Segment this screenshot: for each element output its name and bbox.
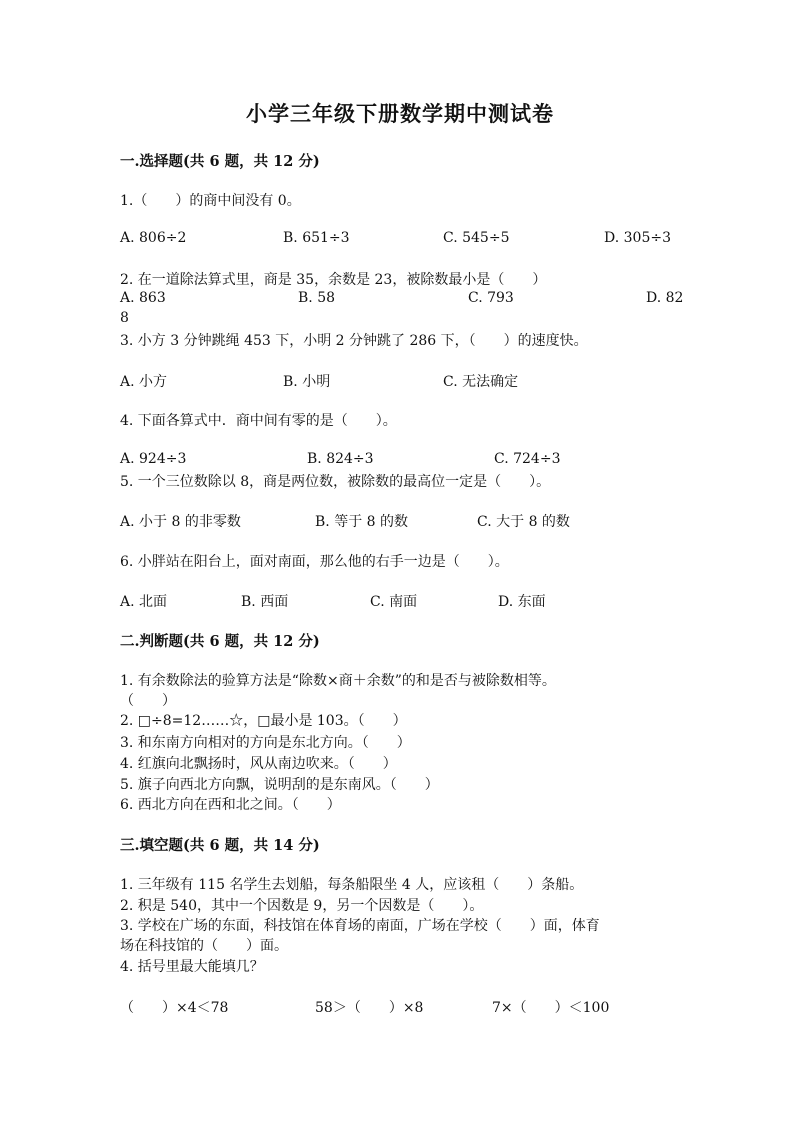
fill-item-2: 58＞（ ）×8 [315,1000,424,1016]
choice-2-option-d: D. 82 [646,290,684,306]
fill-question-4: 4. 括号里最大能填几？ [120,959,264,975]
judge-question-5: 5. 旗子向西北方向飘，说明刮的是东南风。（ ） [120,777,439,793]
judge-question-2: 2. □÷8=12……☆，□最小是 103。（ ） [120,713,407,729]
section-heading-judge: 二.判断题(共 6 题，共 12 分) [120,633,320,650]
choice-2-option-b: B. 58 [298,290,336,306]
fill-question-2: 2. 积是 540，其中一个因数是 9，另一个因数是（ ）。 [120,898,484,914]
fill-question-3-cont: 场在科技馆的（ ）面。 [120,938,288,954]
choice-6-option-d: D. 东面 [498,594,546,610]
fill-question-1: 1. 三年级有 115 名学生去划船，每条船限坐 4 人，应该租（ ）条船。 [120,877,584,893]
choice-2-option-a: A. 863 [120,290,166,306]
choice-1-option-b: B. 651÷3 [283,230,350,246]
choice-5-option-c: C. 大于 8 的数 [477,514,570,530]
judge-question-1: 1. 有余数除法的验算方法是“除数×商＋余数”的和是否与被除数相等。 [120,673,556,689]
choice-1-option-d: D. 305÷3 [604,230,671,246]
choice-3-option-a: A. 小方 [120,374,168,390]
choice-3-option-b: B. 小明 [283,374,331,390]
choice-2-option-c: C. 793 [468,290,514,306]
page-title: 小学三年级下册数学期中测试卷 [246,101,554,126]
judge-question-1-blank: （ ） [120,693,176,709]
choice-1-option-a: A. 806÷2 [120,230,187,246]
choice-4-option-b: B. 824÷3 [307,451,374,467]
section-heading-choice: 一.选择题(共 6 题，共 12 分) [120,153,320,170]
choice-question-2: 2. 在一道除法算式里，商是 35，余数是 23，被除数最小是（ ） [120,272,547,288]
choice-6-option-c: C. 南面 [370,594,418,610]
choice-1-option-c: C. 545÷5 [443,230,510,246]
fill-question-3: 3. 学校在广场的东面，科技馆在体育场的南面，广场在学校（ ）面，体育 [120,918,600,934]
choice-5-option-b: B. 等于 8 的数 [315,514,408,530]
choice-question-5: 5. 一个三位数除以 8，商是两位数，被除数的最高位一定是（ ）。 [120,474,551,490]
fill-item-1: （ ）×4＜78 [120,1000,229,1016]
choice-6-option-a: A. 北面 [120,594,168,610]
choice-question-6: 6. 小胖站在阳台上，面对南面，那么他的右手一边是（ ）。 [120,554,509,570]
choice-2-option-d-wrap: 8 [120,310,129,326]
judge-question-4: 4. 红旗向北飘扬时，风从南边吹来。（ ） [120,756,397,772]
choice-3-option-c: C. 无法确定 [443,374,519,390]
judge-question-3: 3. 和东南方向相对的方向是东北方向。（ ） [120,735,411,751]
choice-5-option-a: A. 小于 8 的非零数 [120,514,241,530]
choice-4-option-c: C. 724÷3 [494,451,561,467]
judge-question-6: 6. 西北方向在西和北之间。（ ） [120,797,341,813]
choice-4-option-a: A. 924÷3 [120,451,187,467]
choice-6-option-b: B. 西面 [241,594,289,610]
fill-item-3: 7×（ ）＜100 [492,1000,610,1016]
choice-question-3: 3. 小方 3 分钟跳绳 453 下，小明 2 分钟跳了 286 下，（ ）的速度快。 [120,333,588,349]
choice-question-4: 4. 下面各算式中．商中间有零的是（ ）。 [120,413,397,429]
section-heading-fill: 三.填空题(共 6 题，共 14 分) [120,837,320,854]
choice-question-1: 1.（ ）的商中间没有 0。 [120,193,301,209]
